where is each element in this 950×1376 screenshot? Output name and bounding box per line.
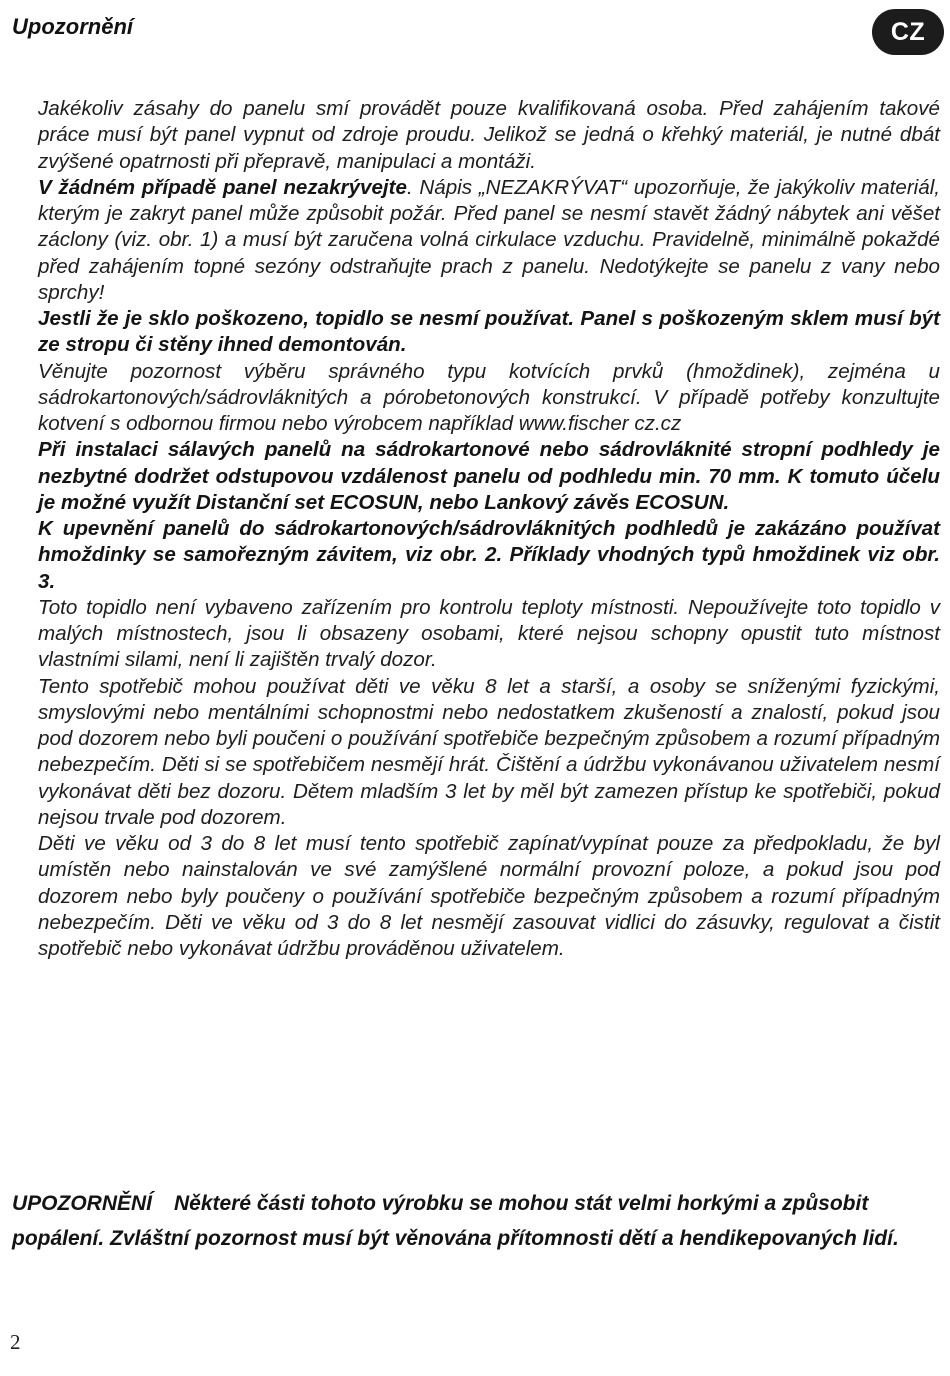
text-segment: . Nápis „NEZAKRÝVAT“ upozorňuje, že jakýkoliv materiál, kterým je zakryt panel může způsobit požár. Před panel se nesmí stavět žádný nábytek ani věšet záclony (viz. obr. 1) a musí být zaručena volná cirkulace vzduchu. Pravidelně, minimálně pokaždé před zahájením topné sezóny odstraňujte prach z panelu. Nedotýkejte se panelu z vany nebo sprchy! (38, 175, 941, 304)
text-segment: Tento spotřebič mohou používat děti ve věku 8 let a starší, a osoby se sníženými fyzickými, smyslovými nebo mentálními schopnostmi nebo nedostatkem zkušeností a znalostí, pokud jsou pod dozorem nebo byli poučeni o používání spotřebiče bezpečným způsobem a rozumí případným nebezpečím. Děti si se spotřebičem nesmějí hrát. Čištění a údržbu vykonávanou uživatelem nesmí vykonávat děti bez dozoru. Dětem mladším 3 let by měl být zamezen přístup ke spotřebiči, pokud nejsou trvale pod dozorem. (38, 674, 940, 829)
bold-text-segment: V žádném případě panel nezakrývejte (38, 175, 407, 199)
instructions-body (38, 96, 940, 962)
bold-text-segment: Při instalaci sálavých panelů na sádrokartonové nebo sádrovláknité stropní podhledy je nezbytné dodržet odstupovou vzdálenost panelu od podhledu min. 70 mm. K tomuto účelu je možné využít Distanční set ECOSUN, nebo Lankový závěs ECOSUN. (38, 438, 940, 514)
text-segment: Děti ve věku od 3 do 8 let musí tento spotřebič zapínat/vypínat pouze za předpokladu, že byl umístěn nebo nainstalován ve své zamýšlené normální provozní poloze, a pokud jsou pod dozorem nebo byly poučeny o používání spotřebiče bezpečným způsobem a rozumí případným nebezpečím. Děti ve věku od 3 do 8 let nesmějí zasouvat vidlici do zásuvky, regulovat a čistit spotřebič nebo vykonávat údržbu prováděnou uživatelem. (38, 832, 940, 960)
body-paragraph (38, 674, 940, 832)
text-segment: Toto topidlo není vybaveno zařízením pro kontrolu teploty místnosti. Nepoužívejte toto topidlo v malých místnostech, jsou li obsazeny osobami, které nejsou schopny opustit tuto místnost vlastními silami, není li zajištěn trvalý dozor. (38, 595, 940, 672)
warning-label: UPOZORNĚNÍ (12, 1192, 153, 1215)
bold-text-segment: K upevnění panelů do sádrokartonových/sádrovláknitých podhledů je zakázáno používat hmoždinky se samořezným závitem, viz obr. 2. Příklady vhodných typů hmoždinek viz obr. 3. (38, 517, 940, 593)
body-paragraph (38, 96, 940, 175)
body-paragraph (38, 437, 940, 516)
body-paragraph (38, 306, 940, 359)
body-paragraph (38, 359, 940, 438)
page-number: 2 (10, 1330, 21, 1354)
body-paragraph (38, 516, 940, 595)
text-segment: Jakékoliv zásahy do panelu smí provádět pouze kvalifikovaná osoba. Před zahájením takové práce musí být panel vypnut od zdroje proudu. Jelikož se jedná o křehký materiál, je nutné dbát zvýšené opatrnosti při přepravě, manipulaci a montáži. (38, 97, 940, 173)
page-title: Upozornění (12, 14, 133, 39)
body-paragraph (38, 595, 940, 674)
body-paragraph (38, 831, 940, 962)
language-badge: CZ (872, 9, 944, 55)
warning-notice (12, 1186, 937, 1256)
body-paragraph (38, 175, 940, 306)
text-segment: Věnujte pozornost výběru správného typu kotvících prvků (hmoždinek), zejména u sádrokartonových/sádrovláknitých a pórobetonových konstrukcí. V případě potřeby konzultujte kotvení s odbornou firmou nebo výrobcem například www.fischer cz.cz (38, 359, 940, 435)
bold-text-segment: Jestli že je sklo poškozeno, topidlo se nesmí používat. Panel s poškozeným sklem musí být ze stropu či stěny ihned demontován. (38, 307, 940, 357)
warning-text: Některé části tohoto výrobku se mohou stát velmi horkými a způsobit popálení. Zvláštní pozornost musí být věnována přítomnosti dětí a hendikepovaných lidí. (12, 1192, 899, 1250)
